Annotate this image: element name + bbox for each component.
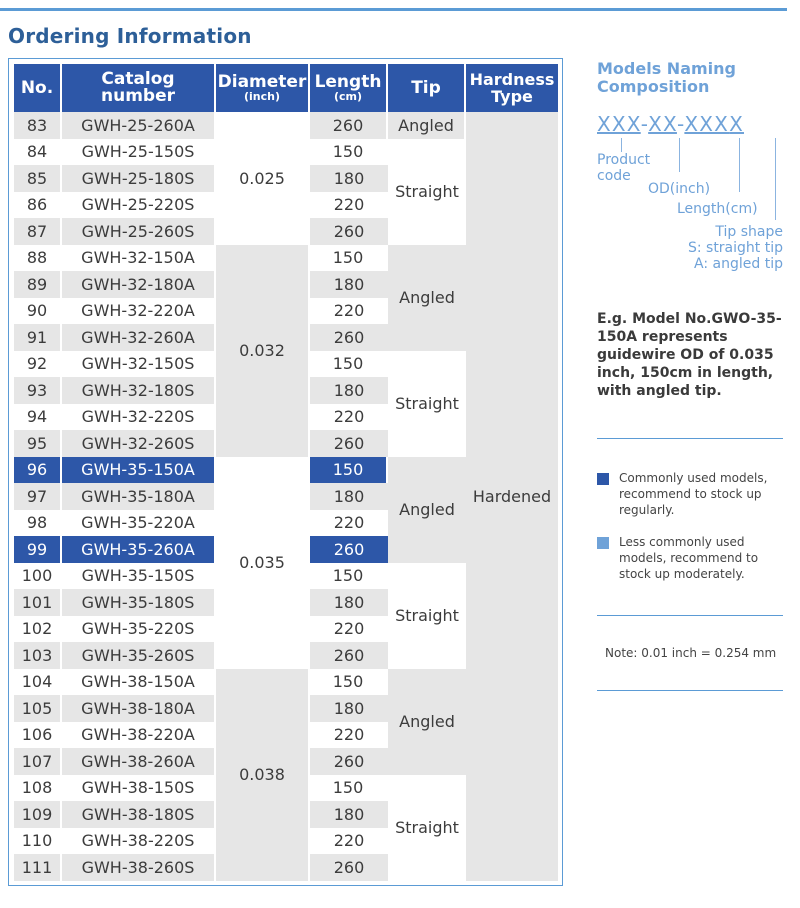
top-rule bbox=[0, 8, 787, 11]
cell-length: 220 bbox=[310, 192, 388, 219]
cell-length: 180 bbox=[310, 271, 388, 298]
cell-no: 92 bbox=[14, 351, 62, 378]
header-type-label: Type bbox=[491, 87, 533, 106]
cell-no: 97 bbox=[14, 483, 62, 510]
label-od: OD(inch) bbox=[648, 181, 711, 197]
cell-no: 88 bbox=[14, 245, 62, 272]
cell-catalog-number: GWH-32-150A bbox=[62, 245, 216, 272]
legend-less-common-text: Less commonly used models, recommend to stock up moderately. bbox=[619, 535, 759, 581]
label-product-line-1: Product bbox=[597, 152, 651, 168]
cell-catalog-number: GWH-35-220S bbox=[62, 616, 216, 643]
label-product-code bbox=[597, 152, 650, 184]
cell-length: 260 bbox=[310, 642, 388, 669]
cell-catalog-number: GWH-25-150S bbox=[62, 139, 216, 166]
header-length-label: Length bbox=[314, 71, 382, 92]
cell-catalog-number: GWH-38-260A bbox=[62, 748, 216, 775]
cell-no: 94 bbox=[14, 404, 62, 431]
cell-tip: Straight bbox=[388, 775, 466, 881]
cell-catalog-number: GWH-35-150A bbox=[62, 457, 216, 484]
cell-catalog-number: GWH-25-220S bbox=[62, 192, 216, 219]
header-diameter-unit: (inch) bbox=[243, 89, 280, 103]
header-no: No. bbox=[14, 64, 62, 112]
header-diameter bbox=[216, 64, 310, 112]
cell-no: 93 bbox=[14, 377, 62, 404]
label-tip-line-3: A: angled tip bbox=[694, 256, 783, 272]
header-length-unit: (cm) bbox=[333, 89, 363, 103]
naming-pattern bbox=[597, 112, 744, 136]
cell-no: 104 bbox=[14, 669, 62, 696]
header-tip: Tip bbox=[388, 64, 466, 112]
cell-catalog-number: GWH-35-180S bbox=[62, 589, 216, 616]
cell-no: 107 bbox=[14, 748, 62, 775]
cell-no: 99 bbox=[14, 536, 62, 563]
ordering-table bbox=[14, 64, 558, 881]
cell-diameter: 0.038 bbox=[216, 669, 310, 881]
header-diameter-label: Diameter bbox=[217, 71, 307, 92]
cell-no: 106 bbox=[14, 722, 62, 749]
label-tip-shape bbox=[688, 224, 783, 272]
cell-no: 84 bbox=[14, 139, 62, 166]
header-hardness-label: Hardness bbox=[469, 70, 555, 89]
cell-length: 220 bbox=[310, 722, 388, 749]
table-row bbox=[14, 112, 558, 139]
cell-catalog-number: GWH-32-150S bbox=[62, 351, 216, 378]
cell-length: 150 bbox=[310, 563, 388, 590]
cell-no: 96 bbox=[14, 457, 62, 484]
naming-title bbox=[597, 60, 736, 96]
cell-length: 150 bbox=[310, 139, 388, 166]
cell-length: 220 bbox=[310, 298, 388, 325]
header-hardness-type bbox=[466, 64, 558, 112]
cell-diameter: 0.035 bbox=[216, 457, 310, 669]
cell-catalog-number: GWH-32-180A bbox=[62, 271, 216, 298]
cell-no: 103 bbox=[14, 642, 62, 669]
cell-catalog-number: GWH-38-150S bbox=[62, 775, 216, 802]
cell-no: 91 bbox=[14, 324, 62, 351]
page-title: Ordering Information bbox=[8, 24, 252, 48]
cell-catalog-number: GWH-38-220S bbox=[62, 828, 216, 855]
cell-catalog-number: GWH-38-260S bbox=[62, 854, 216, 881]
example-text: E.g. Model No.GWO-35-150A represents guidewire OD of 0.035 inch, 150cm in length, with angled tip. bbox=[597, 311, 782, 399]
cell-no: 86 bbox=[14, 192, 62, 219]
cell-catalog-number: GWH-32-220S bbox=[62, 404, 216, 431]
cell-no: 95 bbox=[14, 430, 62, 457]
cell-no: 83 bbox=[14, 112, 62, 139]
cell-length: 180 bbox=[310, 165, 388, 192]
header-length bbox=[310, 64, 388, 112]
guide-length bbox=[739, 138, 740, 192]
cell-no: 89 bbox=[14, 271, 62, 298]
cell-tip: Angled bbox=[388, 112, 466, 139]
cell-length: 220 bbox=[310, 616, 388, 643]
cell-catalog-number: GWH-25-180S bbox=[62, 165, 216, 192]
cell-catalog-number: GWH-35-180A bbox=[62, 483, 216, 510]
cell-length: 180 bbox=[310, 589, 388, 616]
cell-catalog-number: GWH-32-220A bbox=[62, 298, 216, 325]
pattern-separator-1: - bbox=[640, 112, 649, 136]
cell-length: 150 bbox=[310, 457, 388, 484]
cell-no: 90 bbox=[14, 298, 62, 325]
cell-catalog-number: GWH-32-260S bbox=[62, 430, 216, 457]
cell-length: 150 bbox=[310, 669, 388, 696]
cell-no: 109 bbox=[14, 801, 62, 828]
cell-no: 110 bbox=[14, 828, 62, 855]
cell-hardness-type: Hardened bbox=[466, 112, 558, 881]
conversion-note: Note: 0.01 inch = 0.254 mm bbox=[605, 646, 777, 660]
guide-tip bbox=[775, 138, 776, 220]
legend-common bbox=[597, 470, 787, 518]
naming-title-line-1: Models Naming bbox=[597, 59, 736, 78]
cell-catalog-number: GWH-38-220A bbox=[62, 722, 216, 749]
guide-product bbox=[621, 138, 622, 152]
pattern-od: XX bbox=[648, 112, 677, 136]
cell-catalog-number: GWH-38-180A bbox=[62, 695, 216, 722]
cell-length: 260 bbox=[310, 748, 388, 775]
cell-length: 260 bbox=[310, 536, 388, 563]
legend-common-text: Commonly used models, recommend to stock up regularly. bbox=[619, 471, 768, 517]
cell-length: 180 bbox=[310, 483, 388, 510]
cell-catalog-number: GWH-25-260A bbox=[62, 112, 216, 139]
cell-length: 150 bbox=[310, 351, 388, 378]
legend-less-common bbox=[597, 534, 787, 582]
header-catalog-number: Catalog number bbox=[62, 64, 216, 112]
cell-tip: Angled bbox=[388, 457, 466, 563]
label-length: Length(cm) bbox=[677, 201, 758, 217]
table-body bbox=[14, 112, 558, 881]
cell-catalog-number: GWH-38-150A bbox=[62, 669, 216, 696]
divider-2 bbox=[597, 615, 783, 616]
cell-no: 101 bbox=[14, 589, 62, 616]
table-header-row bbox=[14, 64, 558, 112]
cell-no: 100 bbox=[14, 563, 62, 590]
cell-length: 260 bbox=[310, 854, 388, 881]
cell-catalog-number: GWH-38-180S bbox=[62, 801, 216, 828]
cell-length: 180 bbox=[310, 801, 388, 828]
cell-diameter: 0.032 bbox=[216, 245, 310, 457]
cell-no: 102 bbox=[14, 616, 62, 643]
cell-length: 180 bbox=[310, 695, 388, 722]
label-product-line-2: code bbox=[597, 168, 631, 184]
cell-length: 260 bbox=[310, 112, 388, 139]
cell-tip: Straight bbox=[388, 351, 466, 457]
cell-no: 85 bbox=[14, 165, 62, 192]
cell-length: 180 bbox=[310, 377, 388, 404]
legend-less-common-swatch bbox=[597, 537, 609, 549]
cell-catalog-number: GWH-35-220A bbox=[62, 510, 216, 537]
pattern-tip: X bbox=[729, 112, 744, 136]
cell-tip: Straight bbox=[388, 139, 466, 245]
divider-1 bbox=[597, 438, 783, 439]
pattern-separator-2: - bbox=[676, 112, 685, 136]
cell-catalog-number: GWH-32-260A bbox=[62, 324, 216, 351]
cell-catalog-number: GWH-32-180S bbox=[62, 377, 216, 404]
cell-no: 105 bbox=[14, 695, 62, 722]
cell-length: 150 bbox=[310, 245, 388, 272]
label-tip-line-1: Tip shape bbox=[715, 224, 783, 240]
cell-no: 108 bbox=[14, 775, 62, 802]
cell-length: 220 bbox=[310, 404, 388, 431]
cell-length: 220 bbox=[310, 828, 388, 855]
legend-common-swatch bbox=[597, 473, 609, 485]
divider-3 bbox=[597, 690, 783, 691]
naming-title-line-2: Composition bbox=[597, 77, 710, 96]
cell-no: 87 bbox=[14, 218, 62, 245]
cell-tip: Straight bbox=[388, 563, 466, 669]
cell-tip: Angled bbox=[388, 245, 466, 351]
cell-no: 111 bbox=[14, 854, 62, 881]
cell-length: 220 bbox=[310, 510, 388, 537]
label-tip-line-2: S: straight tip bbox=[687, 240, 783, 256]
cell-catalog-number: GWH-35-260S bbox=[62, 642, 216, 669]
guide-od bbox=[679, 138, 680, 172]
cell-length: 260 bbox=[310, 218, 388, 245]
pattern-length: XXX bbox=[684, 112, 730, 136]
cell-catalog-number: GWH-25-260S bbox=[62, 218, 216, 245]
cell-catalog-number: GWH-35-260A bbox=[62, 536, 216, 563]
cell-length: 260 bbox=[310, 430, 388, 457]
cell-no: 98 bbox=[14, 510, 62, 537]
cell-length: 260 bbox=[310, 324, 388, 351]
cell-length: 150 bbox=[310, 775, 388, 802]
cell-diameter: 0.025 bbox=[216, 112, 310, 245]
cell-catalog-number: GWH-35-150S bbox=[62, 563, 216, 590]
pattern-product: XXX bbox=[597, 112, 641, 136]
cell-tip: Angled bbox=[388, 669, 466, 775]
